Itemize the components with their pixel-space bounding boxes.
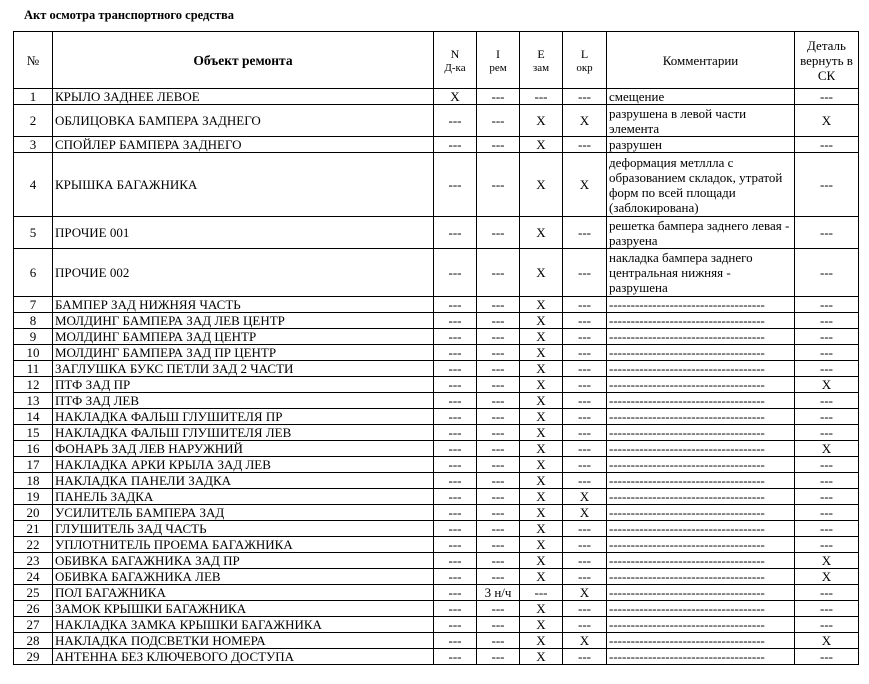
row-i: --- (477, 409, 520, 425)
row-i: 3 н/ч (477, 585, 520, 601)
row-return: --- (795, 361, 859, 377)
table-row (14, 153, 859, 217)
row-comment: решетка бампера заднего левая - разруена (607, 217, 795, 249)
table-row (14, 393, 859, 409)
row-l: --- (563, 297, 607, 313)
row-l: --- (563, 553, 607, 569)
header-l-sub: окр (576, 61, 593, 74)
row-return: X (795, 441, 859, 457)
row-object-name: НАКЛАДКА АРКИ КРЫЛА ЗАД ЛЕВ (53, 457, 434, 473)
row-l: --- (563, 313, 607, 329)
inspection-table (13, 31, 859, 665)
row-l: X (563, 489, 607, 505)
row-l: --- (563, 393, 607, 409)
row-comment: смещение (607, 89, 795, 105)
row-i: --- (477, 249, 520, 297)
row-num: 13 (14, 393, 53, 409)
row-comment: ------------------------------------ (607, 361, 795, 377)
row-l: --- (563, 649, 607, 665)
header-n (434, 32, 477, 89)
row-object-name: ПТФ ЗАД ПР (53, 377, 434, 393)
row-e: X (520, 537, 563, 553)
row-n: --- (434, 345, 477, 361)
table-row (14, 137, 859, 153)
row-n: --- (434, 569, 477, 585)
row-e: X (520, 425, 563, 441)
row-object-name: ОБИВКА БАГАЖНИКА ЛЕВ (53, 569, 434, 585)
row-i: --- (477, 361, 520, 377)
row-n: --- (434, 249, 477, 297)
row-num: 20 (14, 505, 53, 521)
row-n: --- (434, 473, 477, 489)
row-n: --- (434, 601, 477, 617)
row-e: X (520, 409, 563, 425)
row-num: 19 (14, 489, 53, 505)
row-l: --- (563, 521, 607, 537)
row-num: 12 (14, 377, 53, 393)
row-n: --- (434, 537, 477, 553)
table-row (14, 553, 859, 569)
row-comment: ------------------------------------ (607, 313, 795, 329)
table-row (14, 361, 859, 377)
header-n-sub: Д-ка (444, 61, 466, 74)
row-l: --- (563, 329, 607, 345)
table-row (14, 297, 859, 313)
row-num: 25 (14, 585, 53, 601)
row-comment: разрушен (607, 137, 795, 153)
row-return: --- (795, 425, 859, 441)
row-comment: ------------------------------------ (607, 393, 795, 409)
row-l: X (563, 505, 607, 521)
row-comment: ------------------------------------ (607, 585, 795, 601)
row-n: --- (434, 489, 477, 505)
row-return: --- (795, 249, 859, 297)
row-return: --- (795, 313, 859, 329)
row-return: --- (795, 473, 859, 489)
row-i: --- (477, 313, 520, 329)
row-e: X (520, 217, 563, 249)
row-e: --- (520, 585, 563, 601)
row-comment: ------------------------------------ (607, 489, 795, 505)
row-e: X (520, 377, 563, 393)
row-l: --- (563, 377, 607, 393)
row-l: X (563, 105, 607, 137)
header-n-top: N (450, 46, 460, 61)
row-i: --- (477, 137, 520, 153)
row-i: --- (477, 89, 520, 105)
row-i: --- (477, 473, 520, 489)
header-e-top: E (537, 46, 545, 61)
table-row (14, 377, 859, 393)
row-num: 23 (14, 553, 53, 569)
row-n: --- (434, 649, 477, 665)
row-n: --- (434, 505, 477, 521)
row-l: --- (563, 361, 607, 377)
row-num: 7 (14, 297, 53, 313)
row-object-name: НАКЛАДКА ФАЛЬШ ГЛУШИТЕЛЯ ЛЕВ (53, 425, 434, 441)
row-comment: ------------------------------------ (607, 329, 795, 345)
row-e: X (520, 649, 563, 665)
table-row (14, 409, 859, 425)
row-comment: ------------------------------------ (607, 633, 795, 649)
row-num: 1 (14, 89, 53, 105)
row-l: --- (563, 441, 607, 457)
row-l: --- (563, 249, 607, 297)
row-return: --- (795, 505, 859, 521)
row-comment: ------------------------------------ (607, 345, 795, 361)
row-object-name: НАКЛАДКА ПАНЕЛИ ЗАДКА (53, 473, 434, 489)
row-comment: ------------------------------------ (607, 505, 795, 521)
row-n: --- (434, 329, 477, 345)
header-i-sub: рем (489, 61, 507, 74)
row-object-name: ПРОЧИЕ 001 (53, 217, 434, 249)
row-e: X (520, 633, 563, 649)
table-row (14, 633, 859, 649)
row-return: --- (795, 153, 859, 217)
row-object-name: ЗАМОК КРЫШКИ БАГАЖНИКА (53, 601, 434, 617)
row-object-name: ПТФ ЗАД ЛЕВ (53, 393, 434, 409)
row-comment: ------------------------------------ (607, 377, 795, 393)
header-i (477, 32, 520, 89)
row-l: --- (563, 409, 607, 425)
row-i: --- (477, 153, 520, 217)
table-row (14, 217, 859, 249)
header-object: Объект ремонта (53, 32, 434, 89)
row-return: --- (795, 409, 859, 425)
row-i: --- (477, 569, 520, 585)
row-i: --- (477, 217, 520, 249)
row-e: X (520, 137, 563, 153)
row-num: 6 (14, 249, 53, 297)
row-comment: ------------------------------------ (607, 537, 795, 553)
row-comment: ------------------------------------ (607, 409, 795, 425)
row-n: X (434, 89, 477, 105)
row-i: --- (477, 457, 520, 473)
row-l: X (563, 153, 607, 217)
row-object-name: ОБЛИЦОВКА БАМПЕРА ЗАДНЕГО (53, 105, 434, 137)
row-comment: ------------------------------------ (607, 297, 795, 313)
row-i: --- (477, 601, 520, 617)
row-comment: деформация метллла с образованием складок, утратой форм по всей площади (заблокирована) (607, 153, 795, 217)
row-return: --- (795, 89, 859, 105)
row-return: --- (795, 137, 859, 153)
row-object-name: ПОЛ БАГАЖНИКА (53, 585, 434, 601)
row-num: 2 (14, 105, 53, 137)
header-e (520, 32, 563, 89)
row-object-name: ОБИВКА БАГАЖНИКА ЗАД ПР (53, 553, 434, 569)
row-i: --- (477, 553, 520, 569)
row-comment: ------------------------------------ (607, 617, 795, 633)
row-n: --- (434, 457, 477, 473)
row-n: --- (434, 313, 477, 329)
row-n: --- (434, 585, 477, 601)
table-row (14, 329, 859, 345)
table-row (14, 617, 859, 633)
table-row (14, 473, 859, 489)
row-num: 21 (14, 521, 53, 537)
row-e: X (520, 569, 563, 585)
row-e: X (520, 105, 563, 137)
row-l: --- (563, 345, 607, 361)
row-e: X (520, 361, 563, 377)
table-row (14, 441, 859, 457)
header-l-top: L (580, 46, 589, 61)
row-object-name: СПОЙЛЕР БАМПЕРА ЗАДНЕГО (53, 137, 434, 153)
table-header-row (14, 32, 859, 89)
row-e: X (520, 617, 563, 633)
row-comment: ------------------------------------ (607, 649, 795, 665)
table-row (14, 649, 859, 665)
row-n: --- (434, 425, 477, 441)
row-num: 5 (14, 217, 53, 249)
row-object-name: КРЫШКА БАГАЖНИКА (53, 153, 434, 217)
table-row (14, 601, 859, 617)
row-return: --- (795, 537, 859, 553)
row-l: --- (563, 137, 607, 153)
row-num: 16 (14, 441, 53, 457)
row-return: --- (795, 345, 859, 361)
row-return: --- (795, 601, 859, 617)
row-l: X (563, 633, 607, 649)
row-num: 8 (14, 313, 53, 329)
header-num: № (14, 32, 53, 89)
row-num: 15 (14, 425, 53, 441)
row-e: X (520, 345, 563, 361)
row-n: --- (434, 217, 477, 249)
row-i: --- (477, 329, 520, 345)
row-i: --- (477, 617, 520, 633)
row-e: --- (520, 89, 563, 105)
row-object-name: НАКЛАДКА ПОДСВЕТКИ НОМЕРА (53, 633, 434, 649)
row-n: --- (434, 441, 477, 457)
row-i: --- (477, 441, 520, 457)
row-object-name: МОЛДИНГ БАМПЕРА ЗАД ЦЕНТР (53, 329, 434, 345)
header-i-top: I (496, 46, 500, 61)
row-l: --- (563, 457, 607, 473)
row-e: X (520, 489, 563, 505)
table-row (14, 489, 859, 505)
row-num: 27 (14, 617, 53, 633)
row-e: X (520, 153, 563, 217)
row-e: X (520, 457, 563, 473)
row-i: --- (477, 345, 520, 361)
table-body (14, 89, 859, 665)
row-n: --- (434, 409, 477, 425)
row-return: --- (795, 649, 859, 665)
row-object-name: ФОНАРЬ ЗАД ЛЕВ НАРУЖНИЙ (53, 441, 434, 457)
row-i: --- (477, 505, 520, 521)
row-return: --- (795, 521, 859, 537)
row-object-name: ПАНЕЛЬ ЗАДКА (53, 489, 434, 505)
row-num: 29 (14, 649, 53, 665)
row-e: X (520, 601, 563, 617)
row-e: X (520, 393, 563, 409)
row-object-name: УПЛОТНИТЕЛЬ ПРОЕМА БАГАЖНИКА (53, 537, 434, 553)
row-return: X (795, 553, 859, 569)
document-title: Акт осмотра транспортного средства (24, 8, 235, 22)
table-row (14, 537, 859, 553)
row-return: --- (795, 297, 859, 313)
row-i: --- (477, 489, 520, 505)
row-num: 3 (14, 137, 53, 153)
row-l: --- (563, 617, 607, 633)
row-i: --- (477, 537, 520, 553)
row-return: X (795, 377, 859, 393)
row-num: 24 (14, 569, 53, 585)
row-l: --- (563, 569, 607, 585)
row-comment: ------------------------------------ (607, 473, 795, 489)
row-n: --- (434, 617, 477, 633)
row-n: --- (434, 393, 477, 409)
header-e-sub: зам (532, 61, 550, 74)
row-i: --- (477, 377, 520, 393)
row-comment: ------------------------------------ (607, 553, 795, 569)
row-comment: ------------------------------------ (607, 425, 795, 441)
row-object-name: ГЛУШИТЕЛЬ ЗАД ЧАСТЬ (53, 521, 434, 537)
row-num: 18 (14, 473, 53, 489)
row-comment: накладка бампера заднего центральная нижняя - разрушена (607, 249, 795, 297)
row-object-name: МОЛДИНГ БАМПЕРА ЗАД ПР ЦЕНТР (53, 345, 434, 361)
row-l: --- (563, 425, 607, 441)
row-comment: ------------------------------------ (607, 457, 795, 473)
row-return: --- (795, 585, 859, 601)
row-n: --- (434, 521, 477, 537)
row-e: X (520, 329, 563, 345)
row-num: 10 (14, 345, 53, 361)
row-object-name: НАКЛАДКА ЗАМКА КРЫШКИ БАГАЖНИКА (53, 617, 434, 633)
row-return: --- (795, 393, 859, 409)
row-n: --- (434, 105, 477, 137)
row-e: X (520, 553, 563, 569)
row-i: --- (477, 297, 520, 313)
row-n: --- (434, 153, 477, 217)
row-return: X (795, 105, 859, 137)
row-e: X (520, 473, 563, 489)
row-e: X (520, 297, 563, 313)
row-num: 14 (14, 409, 53, 425)
table-row (14, 105, 859, 137)
row-object-name: МОЛДИНГ БАМПЕРА ЗАД ЛЕВ ЦЕНТР (53, 313, 434, 329)
row-i: --- (477, 633, 520, 649)
table-row (14, 249, 859, 297)
row-return: --- (795, 457, 859, 473)
row-comment: ------------------------------------ (607, 441, 795, 457)
row-n: --- (434, 137, 477, 153)
row-n: --- (434, 361, 477, 377)
row-l: --- (563, 217, 607, 249)
header-comments: Комментарии (607, 32, 795, 89)
row-object-name: ЗАГЛУШКА БУКС ПЕТЛИ ЗАД 2 ЧАСТИ (53, 361, 434, 377)
row-comment: разрушена в левой части элемента (607, 105, 795, 137)
row-return: X (795, 633, 859, 649)
row-e: X (520, 505, 563, 521)
table-row (14, 89, 859, 105)
row-n: --- (434, 377, 477, 393)
row-e: X (520, 313, 563, 329)
row-e: X (520, 249, 563, 297)
table-row (14, 457, 859, 473)
table-row (14, 313, 859, 329)
header-l (563, 32, 607, 89)
row-l: --- (563, 537, 607, 553)
row-return: --- (795, 617, 859, 633)
table-row (14, 425, 859, 441)
row-i: --- (477, 649, 520, 665)
table-row (14, 585, 859, 601)
table-row (14, 345, 859, 361)
table-row (14, 569, 859, 585)
row-num: 17 (14, 457, 53, 473)
row-l: --- (563, 473, 607, 489)
row-num: 11 (14, 361, 53, 377)
row-object-name: АНТЕННА БЕЗ КЛЮЧЕВОГО ДОСТУПА (53, 649, 434, 665)
row-num: 4 (14, 153, 53, 217)
row-object-name: НАКЛАДКА ФАЛЬШ ГЛУШИТЕЛЯ ПР (53, 409, 434, 425)
row-i: --- (477, 425, 520, 441)
row-n: --- (434, 553, 477, 569)
row-num: 28 (14, 633, 53, 649)
table-row (14, 521, 859, 537)
row-comment: ------------------------------------ (607, 521, 795, 537)
row-object-name: БАМПЕР ЗАД НИЖНЯЯ ЧАСТЬ (53, 297, 434, 313)
row-comment: ------------------------------------ (607, 601, 795, 617)
row-object-name: УСИЛИТЕЛЬ БАМПЕРА ЗАД (53, 505, 434, 521)
row-object-name: ПРОЧИЕ 002 (53, 249, 434, 297)
row-return: X (795, 569, 859, 585)
row-object-name: КРЫЛО ЗАДНЕЕ ЛЕВОЕ (53, 89, 434, 105)
row-n: --- (434, 297, 477, 313)
row-i: --- (477, 105, 520, 137)
row-n: --- (434, 633, 477, 649)
table-row (14, 505, 859, 521)
row-comment: ------------------------------------ (607, 569, 795, 585)
row-num: 9 (14, 329, 53, 345)
row-e: X (520, 441, 563, 457)
row-i: --- (477, 521, 520, 537)
row-return: --- (795, 217, 859, 249)
row-return: --- (795, 329, 859, 345)
row-l: --- (563, 89, 607, 105)
row-num: 22 (14, 537, 53, 553)
row-e: X (520, 521, 563, 537)
row-l: X (563, 585, 607, 601)
row-num: 26 (14, 601, 53, 617)
row-return: --- (795, 489, 859, 505)
row-l: --- (563, 601, 607, 617)
row-i: --- (477, 393, 520, 409)
header-return: Деталь вернуть в СК (795, 32, 859, 89)
